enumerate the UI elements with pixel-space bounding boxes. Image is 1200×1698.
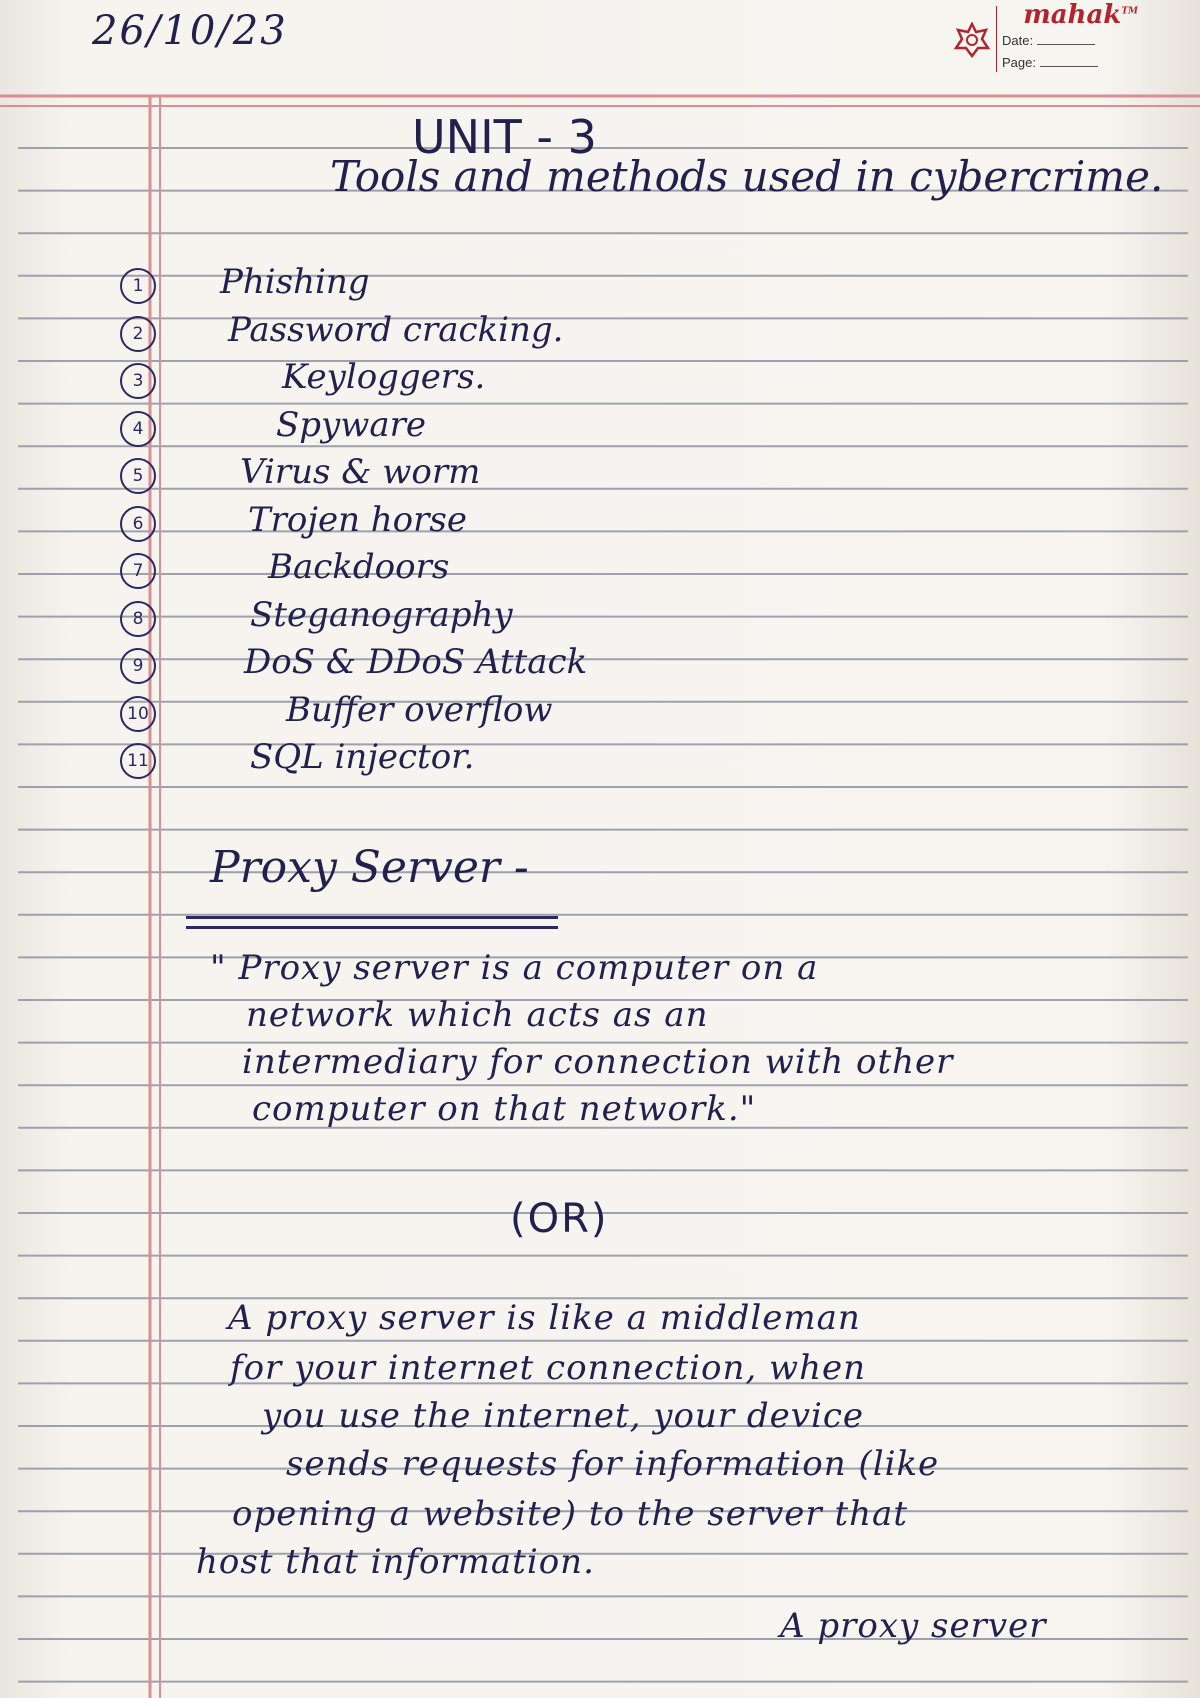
list-number: 7: [120, 553, 156, 589]
list-item: Trojen horse: [248, 499, 467, 540]
explanation-line: A proxy server: [780, 1606, 1047, 1646]
or-separator: (OR): [510, 1196, 609, 1242]
heading-underline: [186, 916, 558, 919]
list-number: 2: [120, 316, 156, 352]
explanation-line: for your internet connection, when: [230, 1348, 867, 1388]
explanation-line: opening a website) to the server that: [232, 1494, 908, 1534]
topic-title: Tools and methods used in cybercrime.: [330, 152, 1164, 201]
list-item: Phishing: [220, 262, 370, 302]
list-item: SQL injector.: [250, 737, 475, 777]
brand-tm: TM: [1121, 6, 1138, 17]
definition-line: computer on that network.": [252, 1089, 757, 1129]
list-number: 1: [120, 268, 156, 304]
list-number: 8: [120, 601, 156, 637]
definition-line: network which acts as an: [246, 995, 709, 1035]
explanation-line: A proxy server is like a middleman: [228, 1298, 861, 1338]
list-item: Virus & worm: [240, 452, 481, 492]
list-number: 11: [120, 743, 156, 779]
section-heading: Proxy Server -: [210, 842, 529, 893]
unit-title: UNIT - 3: [412, 110, 597, 164]
date-page-fields: [1002, 30, 1098, 74]
list-number: 5: [120, 458, 156, 494]
list-item: Keyloggers.: [282, 357, 486, 397]
list-number: 9: [120, 648, 156, 684]
explanation-line: host that information.: [196, 1542, 595, 1582]
list-item: Spyware: [276, 404, 427, 445]
date-field: [1002, 30, 1098, 52]
list-number: 4: [120, 411, 156, 447]
date-label: Date:: [1002, 33, 1034, 48]
brand-text: mahak: [1023, 0, 1122, 30]
list-item: Password cracking.: [228, 309, 564, 350]
list-item: Steganography: [250, 594, 513, 635]
brand-separator: [996, 6, 997, 72]
list-item: Buffer overflow: [286, 689, 553, 730]
brand-name: [1023, 0, 1138, 30]
list-item: DoS & DDoS Attack: [244, 642, 588, 682]
heading-underline: [186, 926, 558, 929]
definition-line: intermediary for connection with other: [242, 1042, 954, 1082]
page-field: [1002, 52, 1098, 74]
explanation-line: sends requests for information (like: [286, 1444, 940, 1484]
list-number: 6: [120, 506, 156, 542]
page-label: Page:: [1002, 55, 1036, 70]
brand-logo-icon: [954, 22, 990, 58]
list-number: 3: [120, 363, 156, 399]
list-number: 10: [120, 696, 156, 732]
handwritten-date: 26/10/23: [92, 8, 288, 54]
explanation-line: you use the internet, your device: [262, 1396, 865, 1436]
list-item: Backdoors: [268, 547, 450, 587]
definition-line: " Proxy server is a computer on a: [210, 948, 819, 988]
